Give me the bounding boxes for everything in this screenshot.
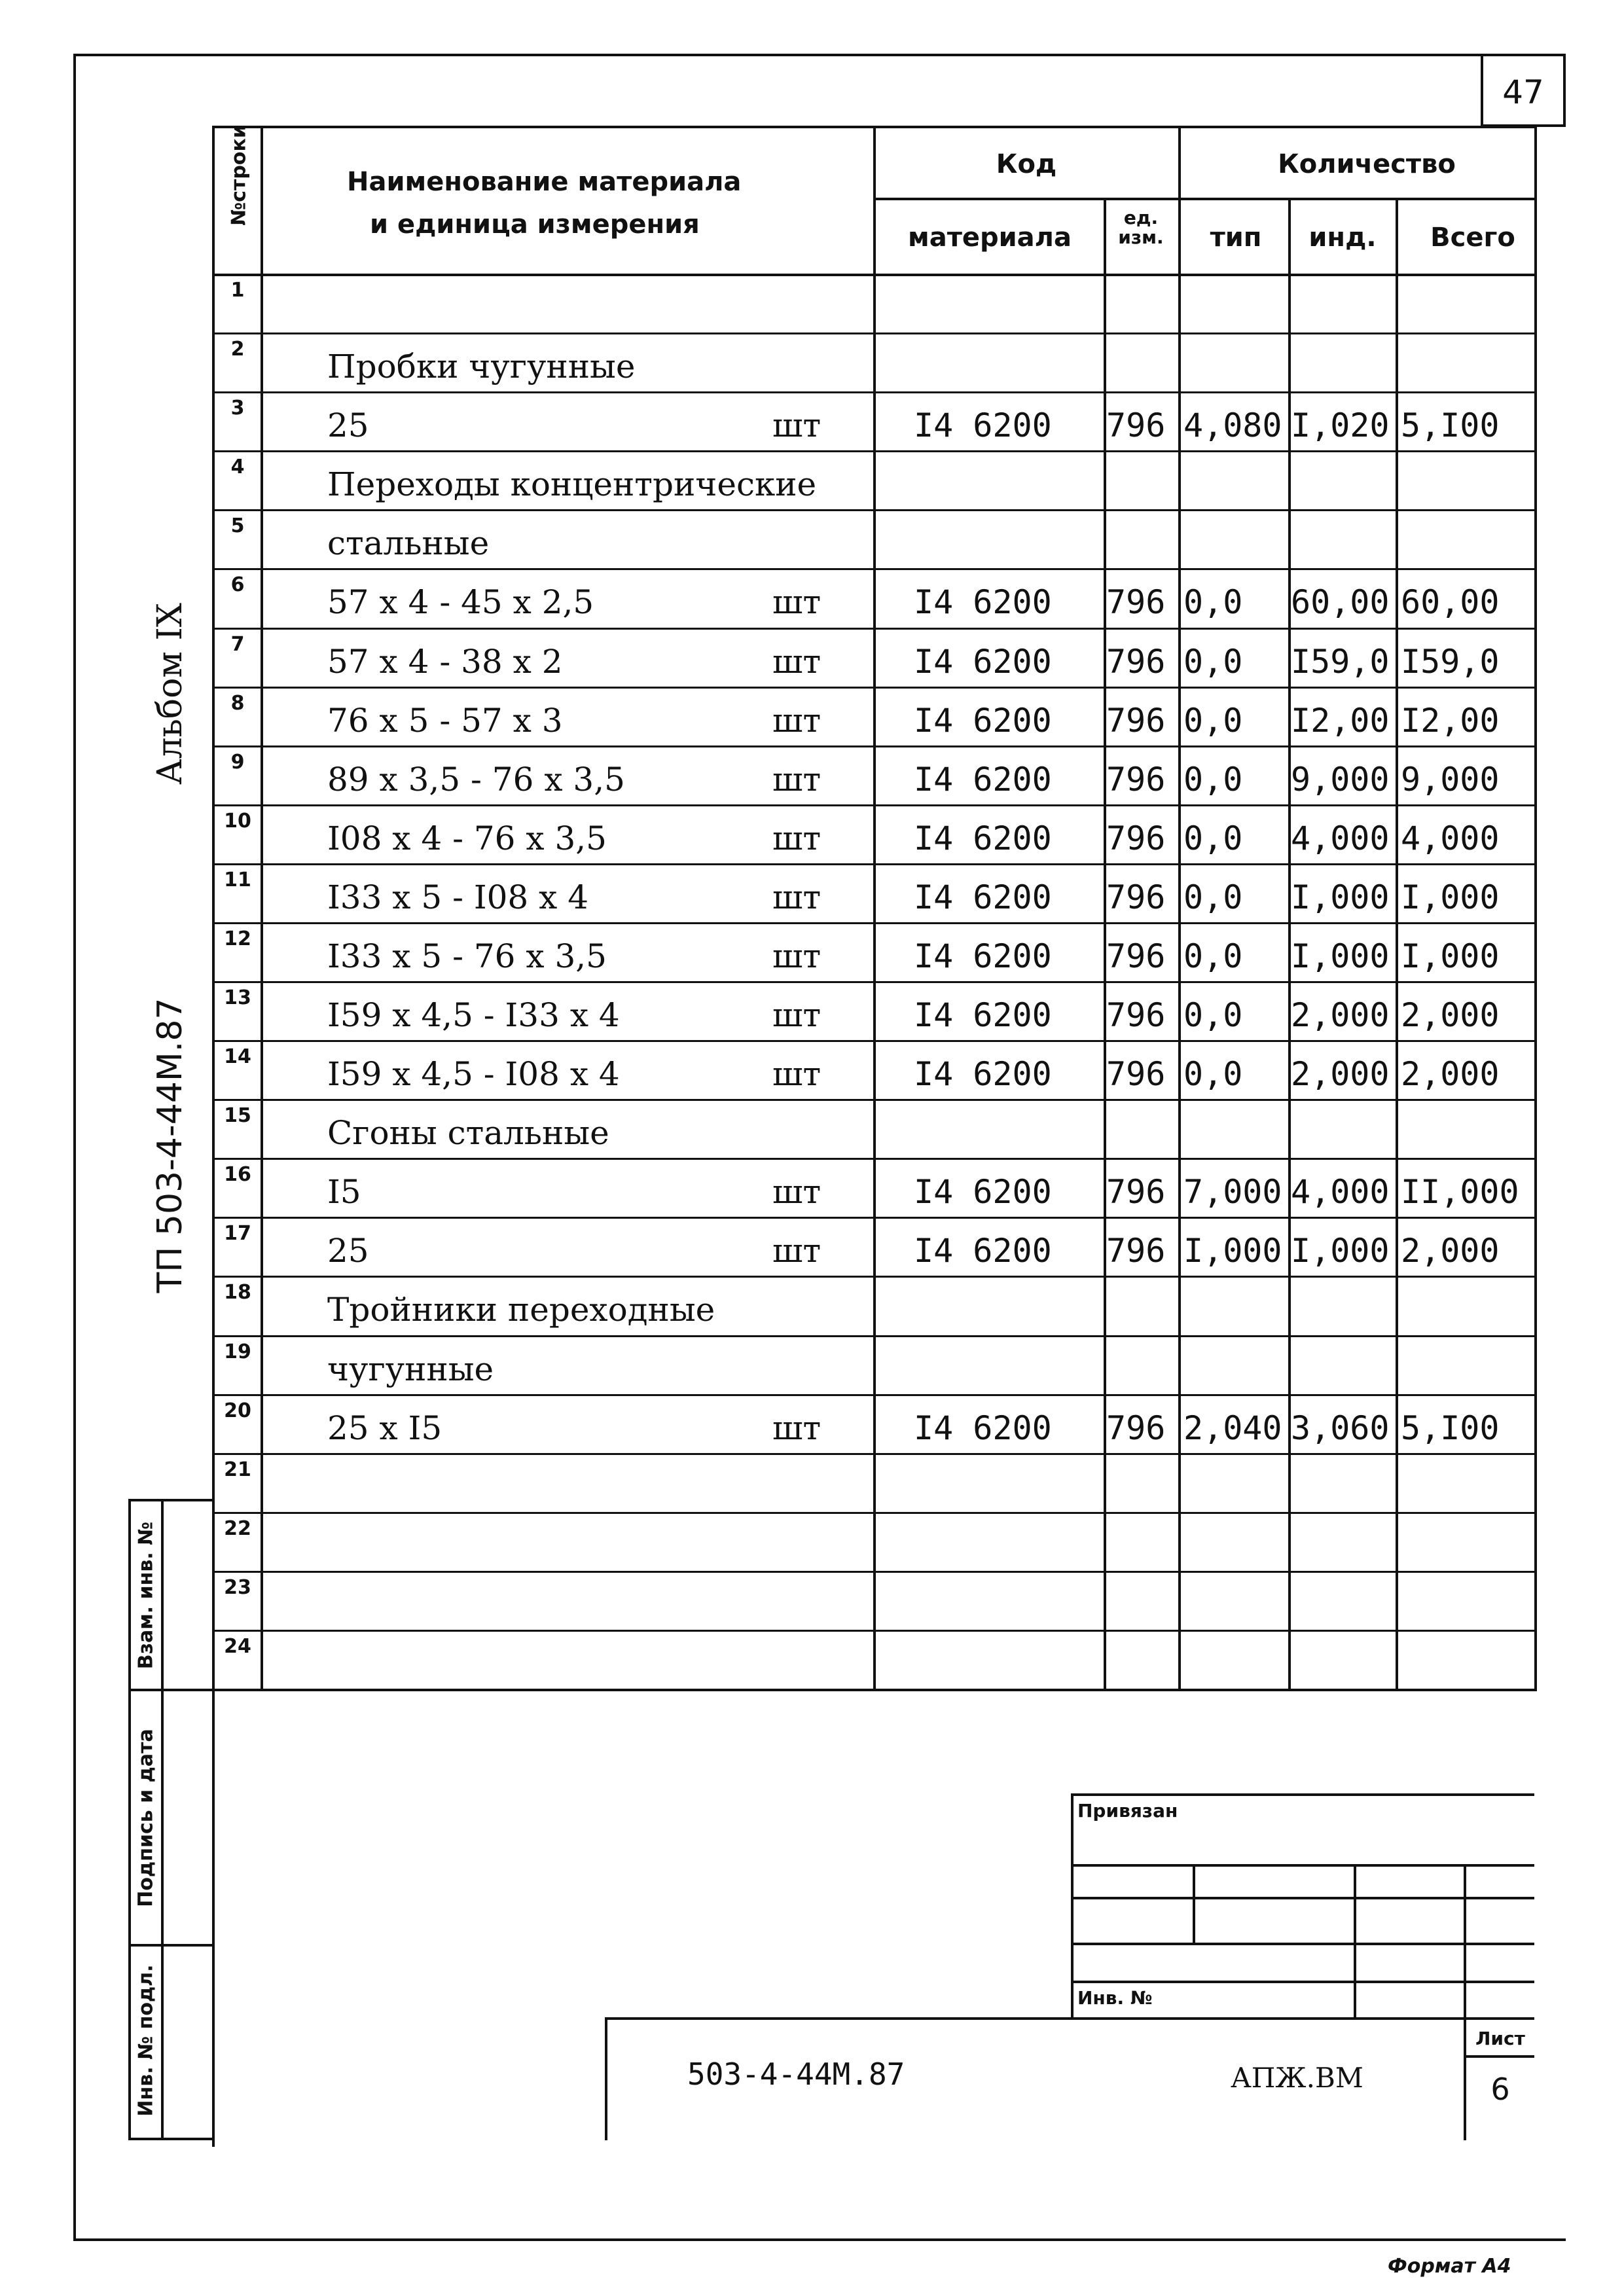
album-label: Альбом IX: [151, 603, 190, 785]
row-material-code: I4 6200: [914, 1409, 1052, 1447]
header-type: тип: [1210, 223, 1262, 253]
row-name: Переходы концентрические: [327, 465, 817, 504]
row-unit: шт: [772, 996, 821, 1034]
row-unit: шт: [772, 642, 821, 681]
row-qty-total: 2,000: [1401, 996, 1500, 1034]
row-number: 5: [230, 514, 245, 538]
row-unit-code: 796: [1106, 878, 1166, 916]
row-name: 89 x 3,5 - 76 x 3,5: [327, 760, 625, 799]
row-qty-ind: I,020: [1291, 406, 1390, 445]
row-material-code: I4 6200: [914, 701, 1052, 740]
row-qty-ind: 4,000: [1291, 819, 1390, 857]
row-unit-code: 796: [1106, 642, 1166, 681]
row-qty-ind: I59,0: [1291, 642, 1390, 681]
row-unit: шт: [772, 583, 821, 622]
row-name: 76 x 5 - 57 x 3: [327, 701, 563, 740]
row-qty-type: 2,040: [1183, 1409, 1282, 1447]
row-qty-total: 60,00: [1401, 583, 1500, 622]
frame-top: [73, 54, 1566, 56]
header-ind: инд.: [1308, 223, 1377, 253]
row-number: 9: [230, 750, 245, 774]
row-name: I33 x 5 - 76 x 3,5: [327, 937, 607, 975]
row-qty-total: 2,000: [1401, 1055, 1500, 1094]
row-qty-type: 0,0: [1183, 642, 1243, 681]
row-material-code: I4 6200: [914, 642, 1052, 681]
row-number: 14: [224, 1045, 251, 1069]
row-number: 16: [224, 1163, 251, 1187]
row-qty-type: 0,0: [1183, 760, 1243, 799]
row-unit-code: 796: [1106, 1409, 1166, 1447]
row-number: 22: [224, 1517, 251, 1540]
row-qty-total: I59,0: [1401, 642, 1500, 681]
row-number: 19: [224, 1340, 251, 1363]
row-qty-type: 0,0: [1183, 878, 1243, 916]
row-number: 1: [230, 279, 245, 302]
stamp-replace: Взам. инв. №: [134, 1521, 158, 1670]
row-qty-ind: 60,00: [1291, 583, 1390, 622]
row-material-code: I4 6200: [914, 996, 1052, 1034]
row-qty-total: 5,I00: [1401, 1409, 1500, 1447]
row-unit: шт: [772, 878, 821, 916]
header-name-line1: Наименование материала: [347, 167, 742, 197]
row-unit-code: 796: [1106, 1055, 1166, 1094]
row-qty-type: 7,000: [1183, 1173, 1282, 1212]
frame-bottom: [73, 2238, 1566, 2241]
row-name: I59 x 4,5 - I08 x 4: [327, 1055, 620, 1094]
row-name: Пробки чугунные: [327, 348, 636, 386]
row-qty-ind: 9,000: [1291, 760, 1390, 799]
row-qty-total: I,000: [1401, 937, 1500, 975]
row-number: 21: [224, 1458, 251, 1481]
row-material-code: I4 6200: [914, 1232, 1052, 1270]
row-unit-code: 796: [1106, 1232, 1166, 1270]
row-qty-ind: I,000: [1291, 1232, 1390, 1270]
row-name: 25: [327, 1232, 369, 1270]
doc-mark: АПЖ.ВМ: [1231, 2062, 1363, 2094]
row-unit-code: 796: [1106, 996, 1166, 1034]
stamp-sign-date: Подпись и дата: [134, 1729, 158, 1907]
row-qty-ind: I2,00: [1291, 701, 1390, 740]
header-code: Код: [996, 149, 1057, 179]
row-number: 4: [230, 456, 245, 479]
sheet-number: 6: [1490, 2072, 1510, 2107]
row-unit-code: 796: [1106, 701, 1166, 740]
row-unit: шт: [772, 1055, 821, 1094]
row-qty-type: I,000: [1183, 1232, 1282, 1270]
row-number: 3: [230, 397, 245, 420]
row-qty-total: 5,I00: [1401, 406, 1500, 445]
row-qty-total: 2,000: [1401, 1232, 1500, 1270]
row-qty-type: 0,0: [1183, 819, 1243, 857]
frame-left: [73, 54, 76, 2240]
row-number: 2: [230, 338, 245, 361]
row-name: чугунные: [327, 1350, 494, 1388]
stamp-inv-original: Инв. № подл.: [134, 1964, 158, 2117]
row-unit-code: 796: [1106, 1173, 1166, 1212]
row-unit: шт: [772, 1232, 821, 1270]
row-number: 8: [230, 691, 245, 715]
row-name: I33 x 5 - I08 x 4: [327, 878, 589, 916]
row-number: 10: [224, 809, 251, 833]
row-qty-ind: 4,000: [1291, 1173, 1390, 1212]
row-material-code: I4 6200: [914, 1055, 1052, 1094]
header-name-line2: и единица измерения: [370, 209, 700, 240]
row-unit: шт: [772, 937, 821, 975]
row-material-code: I4 6200: [914, 406, 1052, 445]
row-qty-total: II,000: [1401, 1173, 1519, 1212]
row-unit: шт: [772, 760, 821, 799]
project-label: ТП 503-4-44М.87: [151, 997, 190, 1293]
row-name: 57 x 4 - 38 x 2: [327, 642, 563, 681]
row-material-code: I4 6200: [914, 878, 1052, 916]
row-qty-type: 0,0: [1183, 1055, 1243, 1094]
row-number: 20: [224, 1399, 251, 1422]
row-unit-code: 796: [1106, 819, 1166, 857]
row-qty-ind: 2,000: [1291, 1055, 1390, 1094]
header-material: материала: [908, 223, 1072, 253]
row-name: 25 x I5: [327, 1409, 442, 1447]
row-qty-ind: I,000: [1291, 878, 1390, 916]
row-name: 57 x 4 - 45 x 2,5: [327, 583, 594, 622]
row-qty-type: 0,0: [1183, 701, 1243, 740]
row-unit-code: 796: [1106, 583, 1166, 622]
row-name: I5: [327, 1173, 361, 1212]
row-unit-code: 796: [1106, 937, 1166, 975]
format-label: Формат А4: [1388, 2255, 1511, 2278]
row-name: I08 x 4 - 76 x 3,5: [327, 819, 607, 857]
row-qty-type: 0,0: [1183, 937, 1243, 975]
doc-code: 503-4-44М.87: [687, 2056, 905, 2092]
row-qty-total: I,000: [1401, 878, 1500, 916]
row-name: Тройники переходные: [327, 1291, 715, 1329]
row-number: 18: [224, 1281, 251, 1304]
page-number: 47: [1502, 73, 1544, 111]
row-material-code: I4 6200: [914, 819, 1052, 857]
row-qty-type: 0,0: [1183, 583, 1243, 622]
row-name: I59 x 4,5 - I33 x 4: [327, 996, 620, 1034]
row-unit: шт: [772, 701, 821, 740]
row-number: 12: [224, 927, 251, 950]
header-quantity: Количество: [1278, 149, 1456, 179]
stamp-inv-no: Инв. №: [1077, 1987, 1153, 2009]
row-number: 11: [224, 868, 251, 891]
stamp-bound: Привязан: [1077, 1800, 1178, 1822]
row-material-code: I4 6200: [914, 583, 1052, 622]
row-number: 15: [224, 1104, 251, 1128]
header-total: Всего: [1430, 223, 1515, 253]
row-qty-ind: I,000: [1291, 937, 1390, 975]
row-number: 17: [224, 1222, 251, 1246]
row-number: 23: [224, 1575, 251, 1599]
row-qty-total: 9,000: [1401, 760, 1500, 799]
row-name: стальные: [327, 524, 490, 563]
row-unit: шт: [772, 406, 821, 445]
row-unit: шт: [772, 1409, 821, 1447]
header-unit: ед. изм.: [1118, 207, 1164, 248]
row-unit: шт: [772, 1173, 821, 1212]
row-qty-type: 4,080: [1183, 406, 1282, 445]
row-unit: шт: [772, 819, 821, 857]
sheet-label: Лист: [1475, 2028, 1525, 2049]
row-qty-total: I2,00: [1401, 701, 1500, 740]
row-unit-code: 796: [1106, 760, 1166, 799]
row-name: 25: [327, 406, 369, 445]
row-number: 13: [224, 986, 251, 1009]
row-material-code: I4 6200: [914, 1173, 1052, 1212]
row-qty-ind: 2,000: [1291, 996, 1390, 1034]
row-number: 7: [230, 632, 245, 656]
header-row-number: №строки: [227, 124, 251, 226]
row-qty-total: 4,000: [1401, 819, 1500, 857]
row-material-code: I4 6200: [914, 760, 1052, 799]
row-qty-ind: 3,060: [1291, 1409, 1390, 1447]
row-number: 6: [230, 573, 245, 597]
row-qty-type: 0,0: [1183, 996, 1243, 1034]
row-number: 24: [224, 1634, 251, 1658]
row-material-code: I4 6200: [914, 937, 1052, 975]
row-name: Сгоны стальные: [327, 1114, 609, 1153]
row-unit-code: 796: [1106, 406, 1166, 445]
